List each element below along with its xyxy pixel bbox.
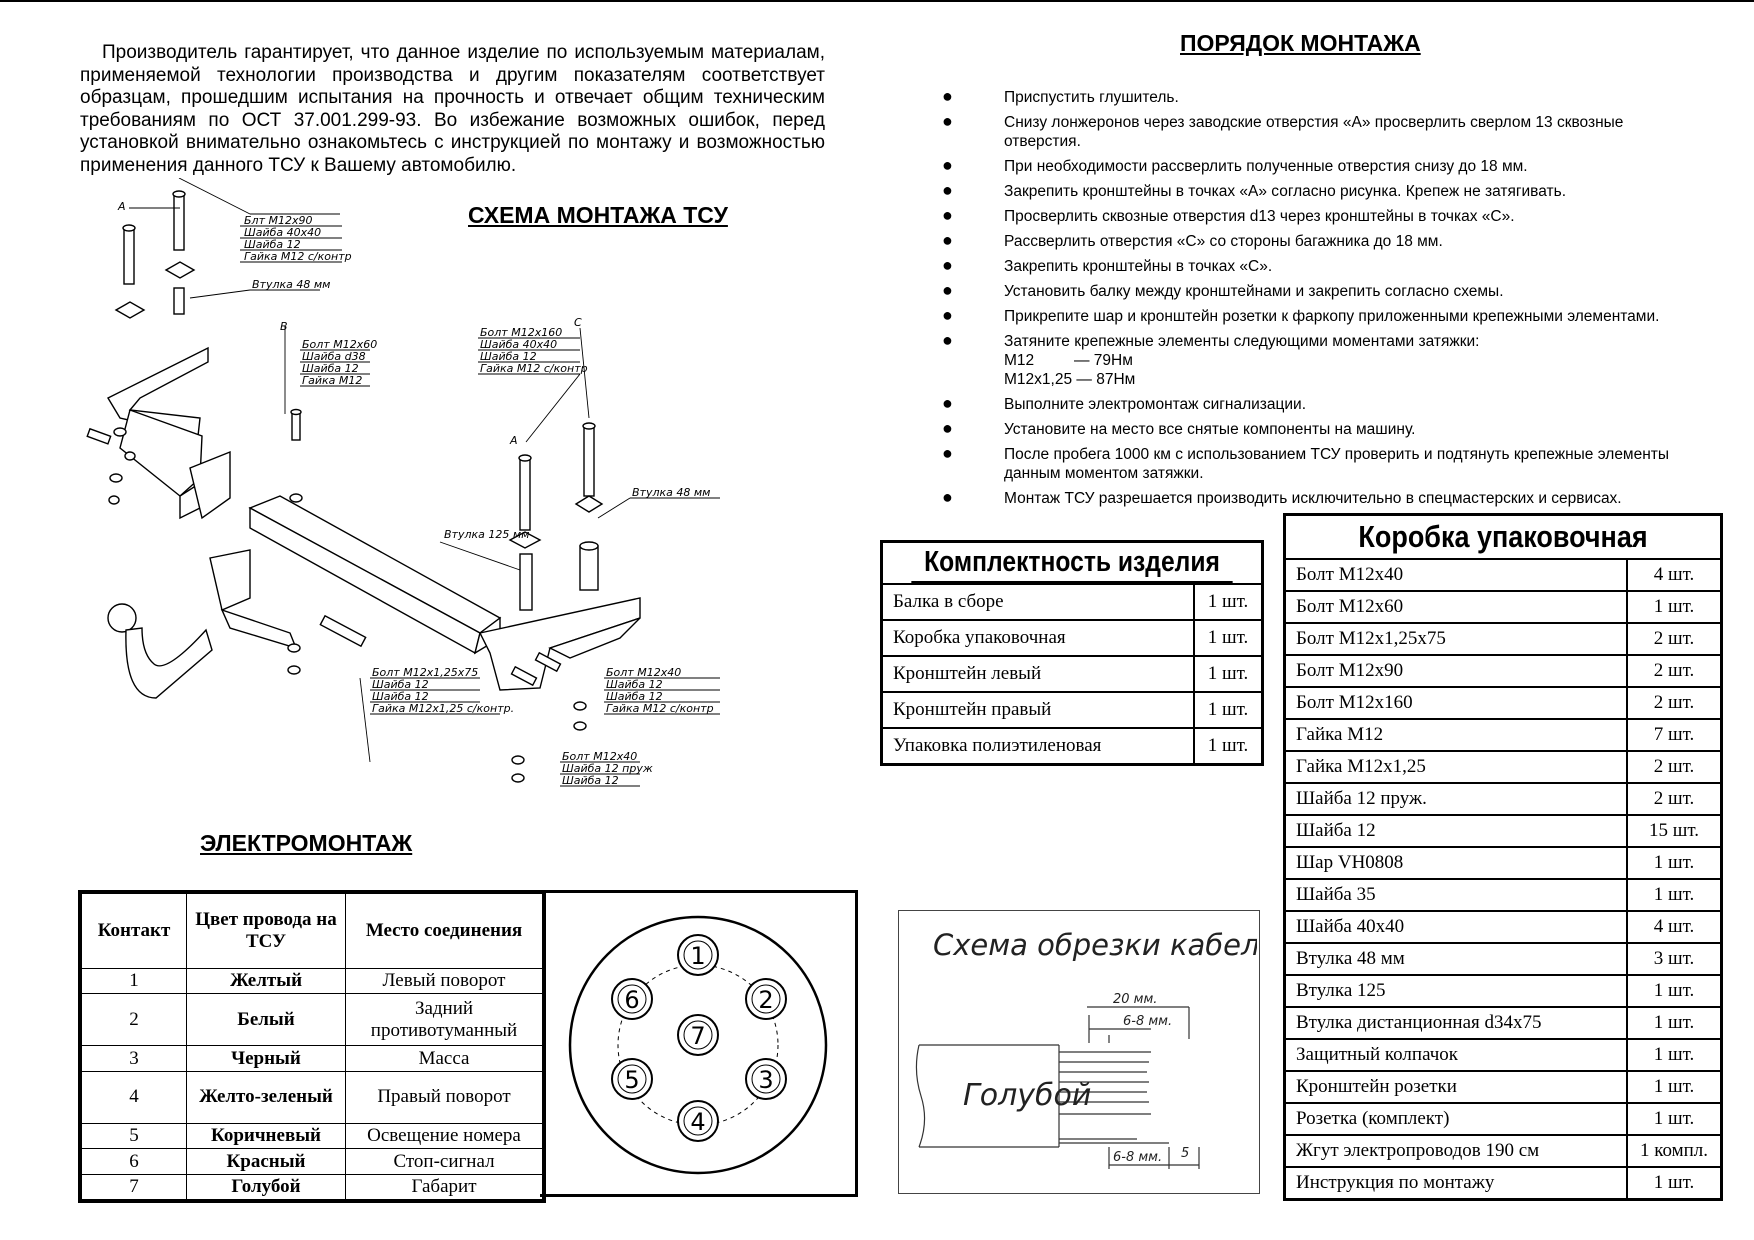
socket-pinout-panel [540,890,858,1197]
callout-line: Гайка М12х1,25 с/контр. [372,702,515,715]
wire-color-cell: Голубой [187,1174,346,1199]
bullet-icon: ● [942,86,953,106]
contact-cell: 4 [82,1071,187,1124]
bullet-icon: ● [942,230,953,250]
table-row [82,993,543,1046]
list-item: ● Закрепить кронштейны в точках «С». [942,255,1273,275]
torque-row: М12 — 79Нм [1004,352,1133,369]
callout-line: Шайба 12 [606,690,663,703]
dimension-6-8mm-bottom: 6-8 мм. [1113,1150,1163,1165]
table-row [82,1124,543,1149]
list-item: ● Закрепить кронштейны в точках «А» согласно рисунка. Крепеж не затягивать. [942,180,1567,200]
table-row: Кронштейн правый 1 шт. [883,692,1261,728]
table-row: Шайба 12 15 шт. [1286,815,1720,847]
table-row: Коробка упаковочная 1 шт. [883,620,1261,656]
torque-row: М12х1,25 — 87Нм [1004,371,1136,388]
wire-color-cell: Черный [187,1046,346,1071]
wiring-table [78,890,546,1203]
place-cell: Левый поворот [346,968,543,993]
callout-line: Гайка М12 с/контр [606,702,714,715]
list-item: ● После пробега 1000 км с использованием ТСУ проверить и подтянуть крепежные элементы данным моментом затяжки. [942,443,1670,482]
header-wire-color: Цвет провода на ТСУ [187,894,346,969]
wiring-header-row [82,894,543,969]
bullet-icon: ● [942,487,953,507]
table-row: Кронштейн розетки 1 шт. [1286,1071,1720,1103]
contact-cell: 5 [82,1124,187,1149]
table-row [82,1071,543,1124]
callout-line: Шайба 12 [562,774,619,787]
table-row: Болт М12х40 4 шт. [1286,559,1720,591]
table-row [82,1046,543,1071]
header-connection-place: Место соединения [346,894,543,969]
bullet-icon: ● [942,155,953,175]
wire-color-cell: Желто-зеленый [187,1071,346,1124]
list-item: ● Снизу лонжеронов через заводские отверстия «А» просверлить сверлом 13 сквозные отверстия. [942,111,1624,150]
callout-line: Шайба 12 [302,362,359,375]
place-cell: Габарит [346,1174,543,1199]
mount-scheme-title: СХЕМА МОНТАЖА ТСУ [468,202,728,228]
point-a-right-label: A [510,434,518,447]
socket-pinout-drawing [540,893,855,1194]
callout-line: Шайба 12 [372,690,429,703]
table-row: Балка в сборе 1 шт. [883,584,1261,620]
list-item: ● При необходимости рассверлить полученные отверстия снизу до 18 мм. [942,155,1528,175]
cable-cut-drawing [899,911,1257,1191]
callout-line: Шайба d38 [302,350,366,363]
socket-pin [678,935,718,975]
list-item: ● Установить балку между кронштейнами и закрепить согласно схемы. [942,280,1504,300]
callout-line: Болт М12х40 [606,666,682,679]
warranty-text: Производитель гарантирует, что данное изделие по используемым материалам, применяемой технологии производства и другим показателям соответствует образцам, прошедшим испытания на прочность и отвечает общим техническим требованиям по ОСТ 37.001.299-93. Во избежание возможных ошибок, перед установкой внимательно ознакомьтесь с инструкцией по монтажу и возможностью применения данного ТСУ к Вашему автомобилю. [80,42,825,176]
table-row: Кронштейн левый 1 шт. [883,656,1261,692]
bullet-icon: ● [942,205,953,225]
point-c-right-label: C [574,316,582,329]
point-c-left-label [176,178,184,179]
table-row [82,1149,543,1174]
table-row: Втулка дистанционная d34х75 1 шт. [1286,1007,1720,1039]
socket-pin [612,979,652,1019]
list-item: ● Приспустить глушитель. [942,86,1179,106]
contact-cell: 6 [82,1149,187,1174]
svg-text:2: 2 [758,986,774,1014]
callout-line: Гайка М12 с/контр [244,250,352,263]
kit-contents-table [880,540,1264,766]
bullet-icon: ● [942,280,953,300]
list-item: ● Затяните крепежные элементы следующими моментами затяжки: М12 — 79Нм М12х1,25 — 87Нм [940,332,1680,389]
bullet-icon: ● [942,305,953,325]
list-item: ● Рассверлить отверстия «С» со стороны багажника до 18 мм. [942,230,1443,250]
svg-text:3: 3 [758,1066,774,1094]
table-row: Шайба 40х40 4 шт. [1286,911,1720,943]
callout-line: Болт М12х60 [302,338,378,351]
header-contact: Контакт [82,894,187,969]
socket-pin [678,1101,718,1141]
callout-line: Болт М12х40 [562,750,638,763]
table-row: Шайба 12 пруж. 2 шт. [1286,783,1720,815]
place-cell: Стоп-сигнал [346,1149,543,1174]
contact-cell: 2 [82,993,187,1046]
dimension-6-8mm-top: 6-8 мм. [1123,1014,1173,1029]
place-cell: Масса [346,1046,543,1071]
socket-pin [746,1059,786,1099]
table-row: Втулка 48 мм 3 шт. [1286,943,1720,975]
table-row: Упаковка полиэтиленовая 1 шт. [883,728,1261,763]
cable-cut-scheme [898,910,1260,1194]
table-row: Болт М12х90 2 шт. [1286,655,1720,687]
list-item: ● Просверлить сквозные отверстия d13 через кронштейны в точках «С». [942,205,1515,225]
callout-line: Шайба 40х40 [480,338,558,351]
callout-line: Гайка М12 [302,374,363,387]
place-cell: Освещение номера [346,1124,543,1149]
bullet-icon: ● [942,418,953,438]
callout-line: Шайба 12 пруж [562,762,653,775]
mount-order-title: ПОРЯДОК МОНТАЖА [1180,30,1421,56]
svg-text:4: 4 [690,1108,706,1136]
top-border-line [0,0,1754,2]
socket-pin [746,979,786,1019]
callout-line: Шайба 12 [372,678,429,691]
wire-color-cell: Белый [187,993,346,1046]
svg-text:1: 1 [690,942,706,970]
callout-line: Болт М12х1,25х75 [372,666,479,679]
callout-line: Гайка М12 с/контр [480,362,588,375]
callout-line: Шайба 12 [244,238,301,251]
table-row: Гайка М12х1,25 2 шт. [1286,751,1720,783]
blue-wire-label: Голубой [963,1078,1092,1113]
cable-scheme-title: Схема обрезки кабеля [933,928,1257,962]
warranty-paragraph [80,42,825,177]
wire-color-cell: Коричневый [187,1124,346,1149]
svg-text:7: 7 [690,1022,706,1050]
svg-text:6: 6 [624,986,640,1014]
contact-cell: 3 [82,1046,187,1071]
assembly-drawing [80,178,860,818]
mount-order-list [940,88,1680,514]
list-item: ● Выполните электромонтаж сигнализации. [942,393,1307,413]
table-row [82,1174,543,1199]
dimension-5mm: 5 [1181,1146,1190,1161]
socket-pin [678,1015,718,1055]
callout-line: Болт М12х160 [480,326,563,339]
table-row: Болт М12х60 1 шт. [1286,591,1720,623]
list-item: ● Прикрепите шар и кронштейн розетки к фаркопу приложенными крепежными элементами. [942,305,1660,325]
contact-cell: 1 [82,968,187,993]
bullet-icon: ● [942,330,953,350]
socket-pin [612,1059,652,1099]
list-item: ● Установите на место все снятые компоненты на машину. [942,418,1416,438]
point-b-label: B [280,320,288,333]
electrical-title: ЭЛЕКТРОМОНТАЖ [200,830,413,856]
callout-line: Втулка 48 мм [632,486,711,499]
table-row: Инструкция по монтажу 1 шт. [1286,1167,1720,1198]
wire-color-cell: Желтый [187,968,346,993]
table-row: Гайка М12 7 шт. [1286,719,1720,751]
place-cell: Правый поворот [346,1071,543,1124]
callout-line: Шайба 40х40 [244,226,322,239]
dimension-20mm: 20 мм. [1113,992,1158,1007]
box-title: Коробка упаковочная [1358,519,1648,554]
place-cell: Задний противотуманный [346,993,543,1046]
bullet-icon: ● [942,111,953,131]
callout-line: Втулка 48 мм [252,278,331,291]
table-row [82,968,543,993]
callout-line: Втулка 125 мм [444,528,530,541]
contact-cell: 7 [82,1174,187,1199]
assembly-diagram [80,178,860,818]
table-row: Шайба 35 1 шт. [1286,879,1720,911]
list-item: ● Монтаж ТСУ разрешается производить исключительно в спецмастерских и сервисах. [942,487,1622,507]
packing-box-table [1283,513,1723,1201]
wire-color-cell: Красный [187,1149,346,1174]
point-a-left-label: A [118,200,126,213]
callout-line: Шайба 12 [480,350,537,363]
bullet-icon: ● [942,443,953,463]
table-row: Жгут электропроводов 190 см 1 компл. [1286,1135,1720,1167]
table-row: Втулка 125 1 шт. [1286,975,1720,1007]
callout-line: Шайба 12 [606,678,663,691]
kit-title: Комплектность изделия [911,543,1232,583]
bullet-icon: ● [942,393,953,413]
table-row: Защитный колпачок 1 шт. [1286,1039,1720,1071]
svg-text:5: 5 [624,1066,640,1094]
bullet-icon: ● [942,255,953,275]
table-row: Шар VH0808 1 шт. [1286,847,1720,879]
table-row: Болт М12х1,25х75 2 шт. [1286,623,1720,655]
table-row: Болт М12х160 2 шт. [1286,687,1720,719]
callout-line: Блт М12х90 [244,214,313,227]
table-row: Розетка (комплект) 1 шт. [1286,1103,1720,1135]
bullet-icon: ● [942,180,953,200]
